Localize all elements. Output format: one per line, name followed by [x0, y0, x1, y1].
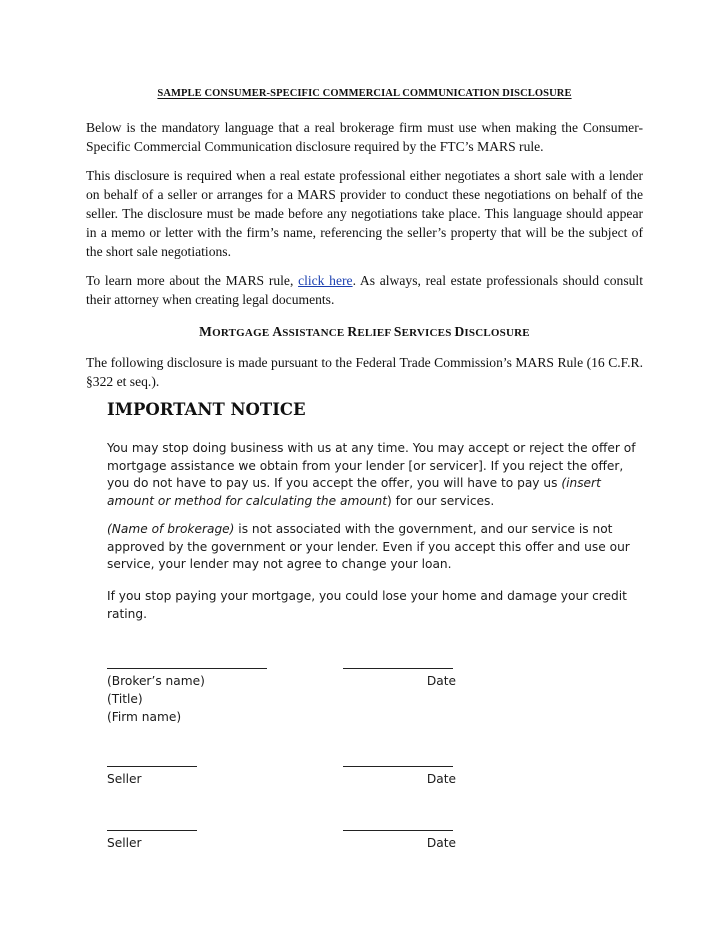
- notice-paragraph-1: [107, 440, 647, 510]
- click-here-link[interactable]: click here: [298, 273, 353, 288]
- seller-signature-line: [107, 766, 197, 767]
- date-line: [343, 668, 453, 669]
- subhead-cap: M: [199, 324, 213, 339]
- learn-more-paragraph: [86, 271, 643, 309]
- notice-paragraph-3: If you stop paying your mortgage, you could lose your home and damage your credit rating.: [107, 589, 627, 621]
- subhead-cap: D: [454, 324, 465, 339]
- seller-signature-line: [107, 830, 197, 831]
- learn-more-text-before: To learn more about the MARS rule,: [86, 273, 299, 288]
- pursuant-paragraph: The following disclosure is made pursuant to the Federal Trade Commission’s MARS Rule (16 C.F.R. §322 et seq.).: [86, 355, 643, 389]
- date-label: Date: [426, 674, 456, 688]
- notice-title: IMPORTANT NOTICE: [107, 400, 306, 419]
- subhead-word: ISCLOSURE: [464, 327, 530, 339]
- notice-text: ) for our services.: [387, 493, 495, 508]
- subhead-word: ELIEF: [357, 327, 391, 339]
- notice-text: is not associated with the government, and our service is not approved by the government or your lender. Even if you accept this offer and use our service, your lender may not agree to change your loan.: [107, 522, 630, 571]
- date-line: [343, 766, 453, 767]
- seller-label: Seller: [107, 836, 142, 850]
- requirement-paragraph: This disclosure is required when a real estate professional either negotiates a short sale with a lender on behalf of a seller or arranges for a MARS provider to conduct these negotiations on behalf of the seller. The disclosure must be made before any negotiations take place. This language should appear in a memo or letter with the firm’s name, referencing the seller’s property that will be the subject of the short sale negotiations.: [86, 168, 643, 259]
- date-line: [343, 830, 453, 831]
- subhead-cap: S: [393, 324, 402, 339]
- broker-signature-line: [107, 668, 267, 669]
- subhead-cap: A: [272, 324, 283, 339]
- document-title: SAMPLE CONSUMER-SPECIFIC COMMERCIAL COMMUNICATION DISCLOSURE: [157, 88, 572, 99]
- notice-text: You may stop doing business with us at any time. You may accept or reject the offer of mortgage assistance we obtain from your lender [or servicer]. If you reject the offer, you do not have to pay us. If you accept the offer, you will have to pay us: [107, 441, 636, 490]
- subhead-word: ORTGAGE: [212, 327, 270, 339]
- seller-label: Seller: [107, 772, 142, 786]
- section-subheading: [86, 324, 643, 340]
- notice-italic-text: (Name of brokerage): [107, 522, 235, 536]
- date-label: Date: [426, 836, 456, 850]
- learn-more-text-after: . As always, real estate professionals should consult their attorney when creating legal documents.: [86, 273, 643, 307]
- subhead-word: SSISTANCE: [282, 327, 345, 339]
- subhead-cap: R: [347, 324, 358, 339]
- date-label: Date: [426, 772, 456, 786]
- title-label: (Title): [107, 692, 143, 706]
- notice-italic-text: (insert amount or method for calculating the amount: [107, 476, 601, 508]
- intro-paragraph: Below is the mandatory language that a real brokerage firm must use when making the Consumer-Specific Commercial Communication disclosure required by the FTC’s MARS rule.: [86, 120, 643, 154]
- broker-name-label: (Broker’s name): [107, 674, 205, 688]
- firm-name-label: (Firm name): [107, 710, 182, 724]
- subhead-word: ERVICES: [401, 327, 452, 339]
- notice-paragraph-2: [107, 521, 647, 574]
